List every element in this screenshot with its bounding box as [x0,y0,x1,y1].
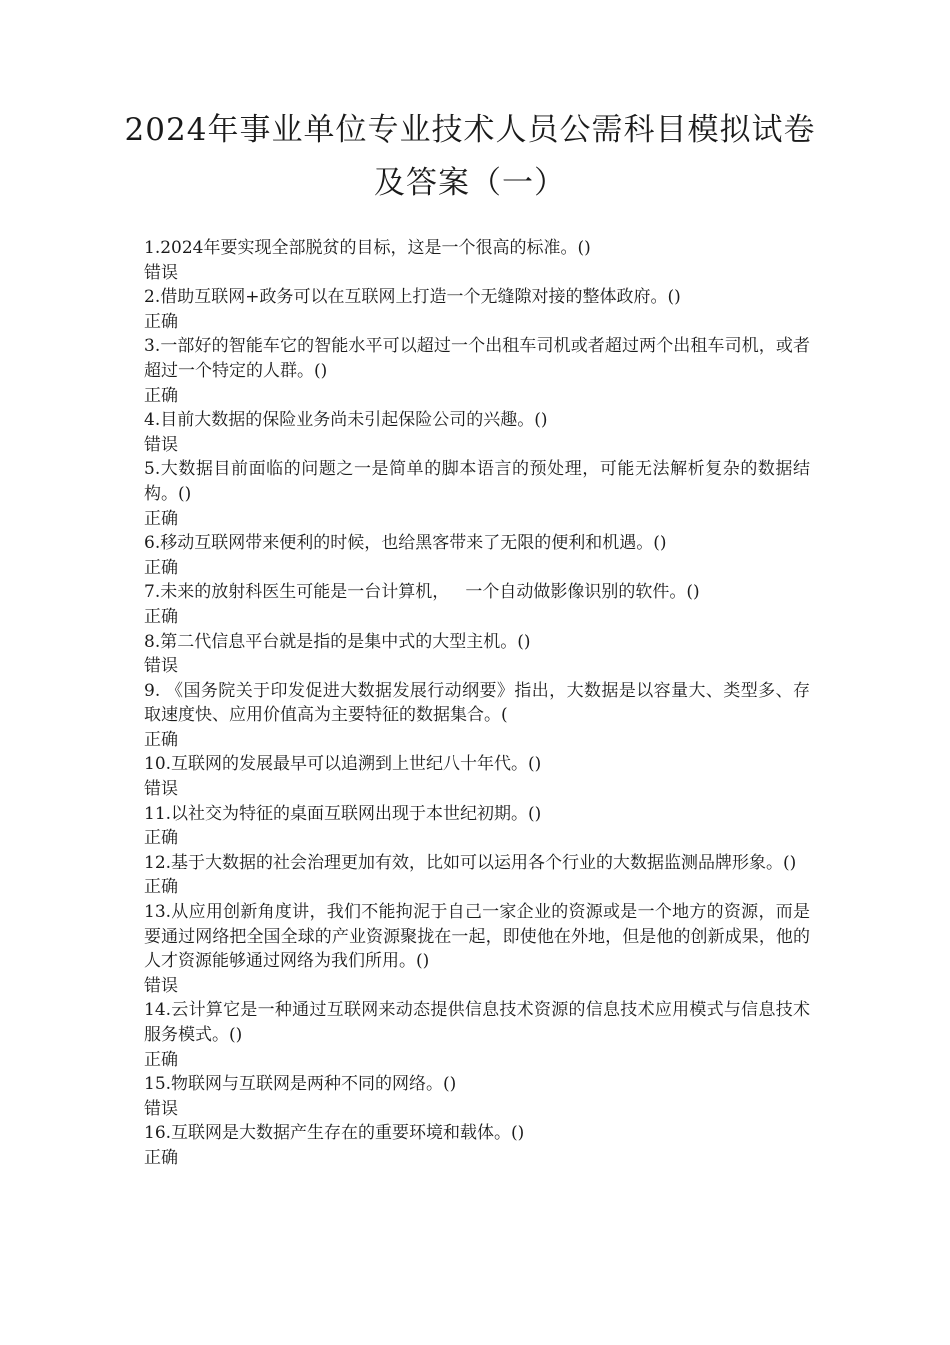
question-text: 14.云计算它是一种通过互联网来动态提供信息技术资源的信息技术应用模式与信息技术服务模式。() [144,1000,810,1045]
question-answer: 正确 [144,508,178,529]
question-item [144,1072,810,1121]
question-item [144,998,810,1072]
question-answer: 错误 [144,1098,178,1119]
question-text: 8.第二代信息平台就是指的是集中式的大型主机。() [144,631,531,652]
question-item [144,236,810,285]
question-item [144,580,810,629]
question-answer: 错误 [144,434,178,455]
question-answer: 错误 [144,779,178,800]
question-text: 10.互联网的发展最早可以追溯到上世纪八十年代。() [144,754,542,775]
question-item [144,1121,810,1170]
question-text: 2.借助互联网+政务可以在互联网上打造一个无缝隙对接的整体政府。() [144,287,681,308]
question-text: 15.物联网与互联网是两种不同的网络。() [144,1074,457,1095]
question-text: 7.未来的放射科医生可能是一台计算机， 一个自动做影像识别的软件。() [144,582,700,603]
question-answer: 正确 [144,606,178,627]
question-answer: 正确 [144,385,178,406]
question-text: 12.基于大数据的社会治理更加有效，比如可以运用各个行业的大数据监测品牌形象。() [144,852,797,873]
question-answer: 正确 [144,828,178,849]
question-text: 11.以社交为特征的桌面互联网出现于本世纪初期。() [144,803,542,824]
question-text: 5.大数据目前面临的问题之一是简单的脚本语言的预处理，可能无法解析复杂的数据结构。() [144,459,810,504]
question-text: 9. 《国务院关于印发促进大数据发展行动纲要》指出，大数据是以容量大、类型多、存取速度快、应用价值高为主要特征的数据集合。( [144,680,810,726]
question-text: 16.互联网是大数据产生存在的重要环境和载体。() [144,1123,525,1144]
question-item [144,531,810,580]
question-answer: 正确 [144,1147,178,1168]
question-item [144,802,810,851]
question-item [144,679,810,753]
question-answer: 正确 [144,729,178,750]
question-answer: 正确 [144,311,178,332]
question-answer: 错误 [144,975,178,996]
question-list [144,236,810,1171]
question-text: 13.从应用创新角度讲，我们不能拘泥于自己一家企业的资源或是一个地方的资源，而是要通过网络把全国全球的产业资源聚拢在一起，即使他在外地，但是他的创新成果，他的人才资源能够通过网络为我们所用。() [144,902,810,972]
question-answer: 错误 [144,656,178,677]
question-answer: 错误 [144,262,178,283]
question-item [144,752,810,801]
document-subtitle: 及答案（一） [374,165,566,201]
document-title: 2024年事业单位专业技术人员公需科目模拟试卷 [124,112,816,148]
question-item [144,900,810,998]
question-item [144,285,810,334]
question-text: 1.2024年要实现全部脱贫的目标，这是一个很高的标准。() [144,238,591,258]
question-item [144,334,810,408]
question-text: 6.移动互联网带来便利的时候，也给黑客带来了无限的便利和机遇。() [144,533,667,554]
question-item [144,630,810,679]
question-answer: 正确 [144,877,178,898]
question-text: 4.目前大数据的保险业务尚未引起保险公司的兴趣。() [144,410,548,431]
question-item [144,457,810,531]
question-answer: 正确 [144,557,178,578]
question-item [144,408,810,457]
question-item [144,851,810,900]
question-text: 3.一部好的智能车它的智能水平可以超过一个出租车司机或者超过两个出租车司机，或者超过一个特定的人群。() [144,336,810,381]
question-answer: 正确 [144,1049,178,1070]
